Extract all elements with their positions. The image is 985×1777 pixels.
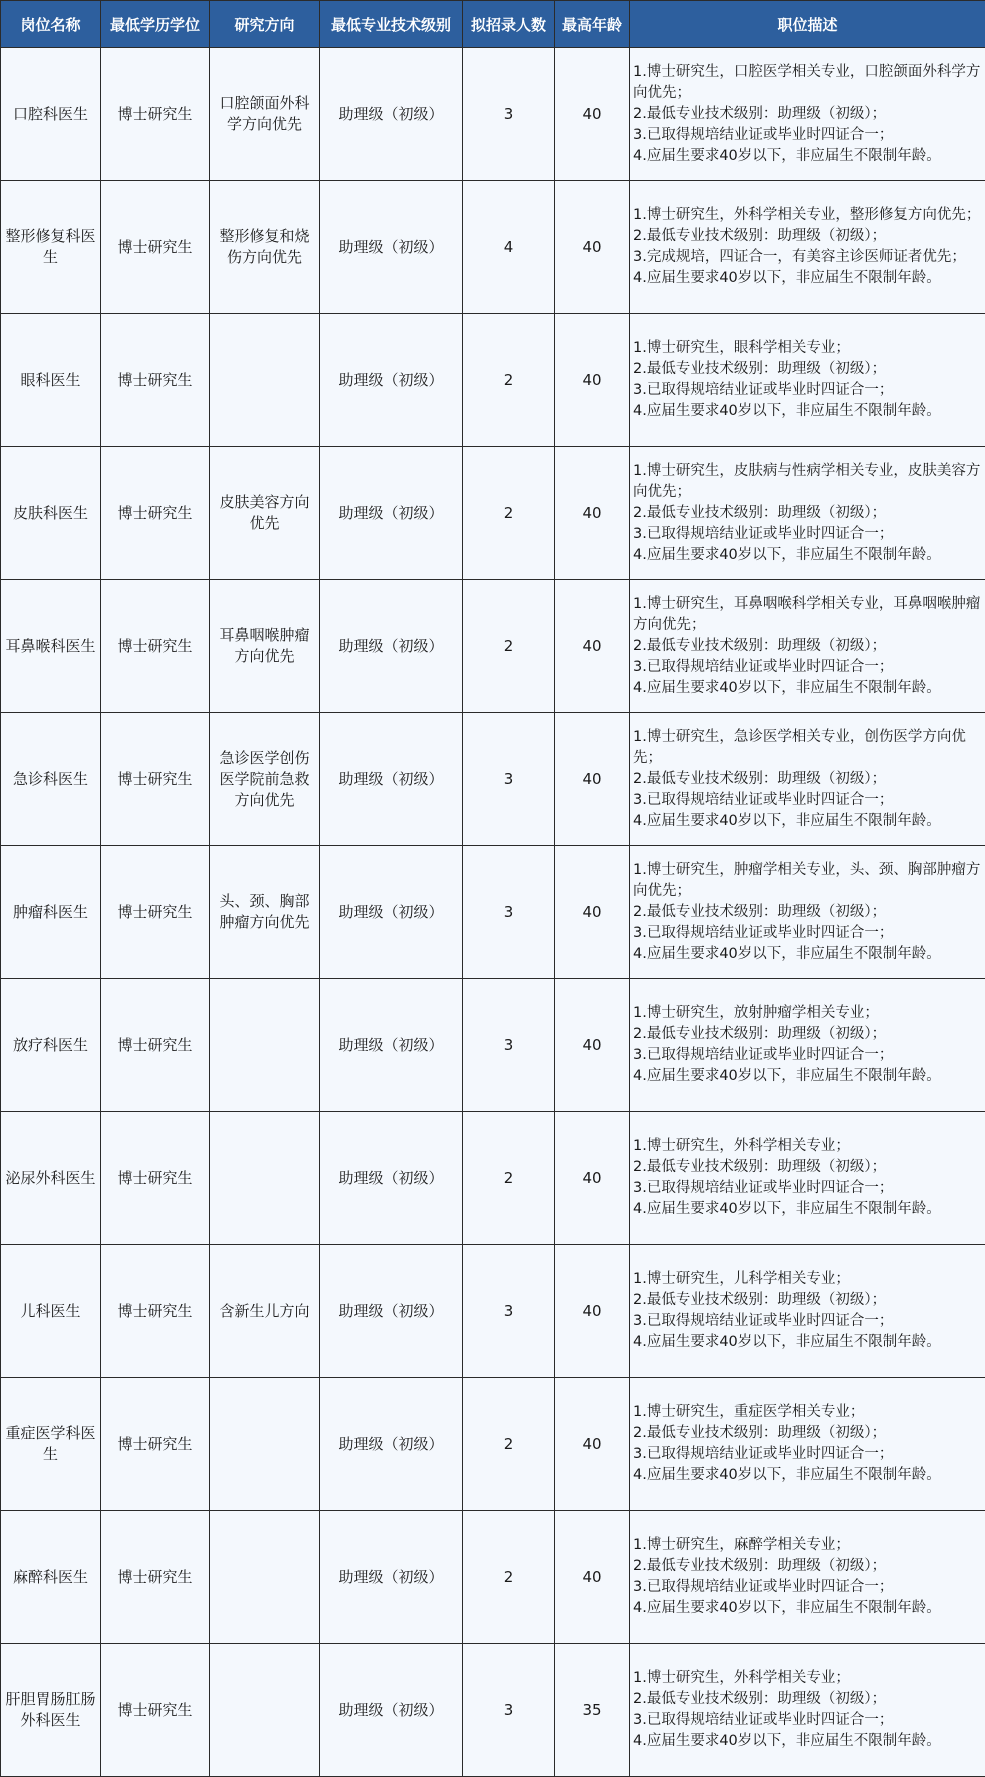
description-line: 4.应届生要求40岁以下，非应届生不限制年龄。 — [633, 678, 983, 699]
table-row — [1, 447, 985, 580]
education-cell: 博士研究生 — [101, 48, 210, 181]
description-line: 2.最低专业技术级别：助理级（初级）； — [633, 1556, 983, 1577]
position-cell: 整形修复科医生 — [1, 181, 101, 314]
max-age-cell: 40 — [555, 314, 630, 447]
description-line: 3.已取得规培结业证或毕业时四证合一； — [633, 790, 983, 811]
description-line: 4.应届生要求40岁以下，非应届生不限制年龄。 — [633, 1465, 983, 1486]
count-cell: 4 — [463, 181, 555, 314]
education-cell: 博士研究生 — [101, 979, 210, 1112]
direction-cell: 含新生儿方向 — [210, 1245, 320, 1378]
description-line: 3.已取得规培结业证或毕业时四证合一； — [633, 1710, 983, 1731]
count-cell: 2 — [463, 447, 555, 580]
table-row — [1, 846, 985, 979]
max-age-cell: 40 — [555, 580, 630, 713]
table-body — [1, 48, 985, 1777]
level-cell: 助理级（初级） — [320, 181, 463, 314]
description-line: 2.最低专业技术级别：助理级（初级）； — [633, 1157, 983, 1178]
max-age-cell: 40 — [555, 979, 630, 1112]
description-line: 3.已取得规培结业证或毕业时四证合一； — [633, 380, 983, 401]
description-line: 1.博士研究生，外科学相关专业，整形修复方向优先； — [633, 205, 983, 226]
education-cell: 博士研究生 — [101, 1511, 210, 1644]
description-line: 1.博士研究生，重症医学相关专业； — [633, 1402, 983, 1423]
max-age-cell: 40 — [555, 181, 630, 314]
description-cell — [630, 48, 985, 181]
header-position: 岗位名称 — [1, 1, 101, 48]
description-line: 1.博士研究生，儿科学相关专业； — [633, 1269, 983, 1290]
description-line: 2.最低专业技术级别：助理级（初级）； — [633, 769, 983, 790]
description-line: 2.最低专业技术级别：助理级（初级）； — [633, 359, 983, 380]
education-cell: 博士研究生 — [101, 580, 210, 713]
position-cell: 重症医学科医生 — [1, 1378, 101, 1511]
description-line: 3.已取得规培结业证或毕业时四证合一； — [633, 1178, 983, 1199]
description-line: 3.已取得规培结业证或毕业时四证合一； — [633, 1311, 983, 1332]
description-line: 2.最低专业技术级别：助理级（初级）； — [633, 226, 983, 247]
description-line: 3.已取得规培结业证或毕业时四证合一； — [633, 125, 983, 146]
position-cell: 口腔科医生 — [1, 48, 101, 181]
max-age-cell: 35 — [555, 1644, 630, 1777]
education-cell: 博士研究生 — [101, 314, 210, 447]
level-cell: 助理级（初级） — [320, 846, 463, 979]
position-cell: 儿科医生 — [1, 1245, 101, 1378]
description-line: 4.应届生要求40岁以下，非应届生不限制年龄。 — [633, 545, 983, 566]
description-line: 1.博士研究生，外科学相关专业； — [633, 1668, 983, 1689]
description-line: 1.博士研究生，耳鼻咽喉科学相关专业，耳鼻咽喉肿瘤方向优先； — [633, 594, 983, 636]
level-cell: 助理级（初级） — [320, 1245, 463, 1378]
description-line: 2.最低专业技术级别：助理级（初级）； — [633, 636, 983, 657]
position-cell: 耳鼻喉科医生 — [1, 580, 101, 713]
header-level: 最低专业技术级别 — [320, 1, 463, 48]
count-cell: 2 — [463, 1112, 555, 1245]
table-row — [1, 314, 985, 447]
description-line: 1.博士研究生，皮肤病与性病学相关专业，皮肤美容方向优先； — [633, 461, 983, 503]
description-line: 4.应届生要求40岁以下，非应届生不限制年龄。 — [633, 1598, 983, 1619]
education-cell: 博士研究生 — [101, 713, 210, 846]
level-cell: 助理级（初级） — [320, 1511, 463, 1644]
description-line: 4.应届生要求40岁以下，非应届生不限制年龄。 — [633, 401, 983, 422]
education-cell: 博士研究生 — [101, 447, 210, 580]
education-cell: 博士研究生 — [101, 1245, 210, 1378]
description-cell — [630, 181, 985, 314]
max-age-cell: 40 — [555, 1378, 630, 1511]
direction-cell — [210, 979, 320, 1112]
position-cell: 肝胆胃肠肛肠外科医生 — [1, 1644, 101, 1777]
count-cell: 2 — [463, 314, 555, 447]
description-line: 3.已取得规培结业证或毕业时四证合一； — [633, 657, 983, 678]
description-line: 4.应届生要求40岁以下，非应届生不限制年龄。 — [633, 1332, 983, 1353]
description-line: 4.应届生要求40岁以下，非应届生不限制年龄。 — [633, 1731, 983, 1752]
description-cell — [630, 580, 985, 713]
description-line: 1.博士研究生，眼科学相关专业； — [633, 338, 983, 359]
direction-cell: 头、颈、胸部肿瘤方向优先 — [210, 846, 320, 979]
description-line: 2.最低专业技术级别：助理级（初级）； — [633, 1024, 983, 1045]
table-row — [1, 1511, 985, 1644]
count-cell: 2 — [463, 1378, 555, 1511]
description-line: 3.已取得规培结业证或毕业时四证合一； — [633, 1045, 983, 1066]
description-line: 3.已取得规培结业证或毕业时四证合一； — [633, 1444, 983, 1465]
table-row — [1, 1245, 985, 1378]
description-cell — [630, 447, 985, 580]
description-line: 1.博士研究生，放射肿瘤学相关专业； — [633, 1003, 983, 1024]
description-cell — [630, 1644, 985, 1777]
level-cell: 助理级（初级） — [320, 48, 463, 181]
direction-cell: 急诊医学创伤医学院前急救方向优先 — [210, 713, 320, 846]
description-line: 2.最低专业技术级别：助理级（初级）； — [633, 503, 983, 524]
direction-cell — [210, 1378, 320, 1511]
position-cell: 急诊科医生 — [1, 713, 101, 846]
description-line: 4.应届生要求40岁以下，非应届生不限制年龄。 — [633, 1199, 983, 1220]
direction-cell: 皮肤美容方向优先 — [210, 447, 320, 580]
level-cell: 助理级（初级） — [320, 1378, 463, 1511]
education-cell: 博士研究生 — [101, 846, 210, 979]
education-cell: 博士研究生 — [101, 1644, 210, 1777]
position-cell: 肿瘤科医生 — [1, 846, 101, 979]
table-row — [1, 1378, 985, 1511]
table-row — [1, 1644, 985, 1777]
description-cell — [630, 1245, 985, 1378]
level-cell: 助理级（初级） — [320, 314, 463, 447]
description-line: 2.最低专业技术级别：助理级（初级）； — [633, 1290, 983, 1311]
direction-cell — [210, 1644, 320, 1777]
description-cell — [630, 846, 985, 979]
table-row — [1, 48, 985, 181]
count-cell: 2 — [463, 1511, 555, 1644]
education-cell: 博士研究生 — [101, 181, 210, 314]
education-cell: 博士研究生 — [101, 1112, 210, 1245]
description-line: 4.应届生要求40岁以下，非应届生不限制年龄。 — [633, 146, 983, 167]
header-count: 拟招录人数 — [463, 1, 555, 48]
description-line: 1.博士研究生，急诊医学相关专业，创伤医学方向优先； — [633, 727, 983, 769]
header-description: 职位描述 — [630, 1, 985, 48]
max-age-cell: 40 — [555, 846, 630, 979]
level-cell: 助理级（初级） — [320, 979, 463, 1112]
max-age-cell: 40 — [555, 48, 630, 181]
table-row — [1, 1112, 985, 1245]
description-line: 1.博士研究生，口腔医学相关专业，口腔颌面外科学方向优先； — [633, 62, 983, 104]
level-cell: 助理级（初级） — [320, 580, 463, 713]
table-row — [1, 580, 985, 713]
header-max-age: 最高年龄 — [555, 1, 630, 48]
header-education: 最低学历学位 — [101, 1, 210, 48]
level-cell: 助理级（初级） — [320, 1112, 463, 1245]
description-cell — [630, 979, 985, 1112]
description-line: 2.最低专业技术级别：助理级（初级）； — [633, 902, 983, 923]
count-cell: 3 — [463, 979, 555, 1112]
count-cell: 2 — [463, 580, 555, 713]
count-cell: 3 — [463, 713, 555, 846]
max-age-cell: 40 — [555, 713, 630, 846]
position-cell: 眼科医生 — [1, 314, 101, 447]
description-line: 4.应届生要求40岁以下，非应届生不限制年龄。 — [633, 268, 983, 289]
count-cell: 3 — [463, 1644, 555, 1777]
description-line: 3.完成规培，四证合一，有美容主诊医师证者优先； — [633, 247, 983, 268]
description-line: 1.博士研究生，肿瘤学相关专业，头、颈、胸部肿瘤方向优先； — [633, 860, 983, 902]
description-line: 2.最低专业技术级别：助理级（初级）； — [633, 1689, 983, 1710]
direction-cell: 整形修复和烧伤方向优先 — [210, 181, 320, 314]
table-row — [1, 713, 985, 846]
header-direction: 研究方向 — [210, 1, 320, 48]
description-line: 4.应届生要求40岁以下，非应届生不限制年龄。 — [633, 811, 983, 832]
direction-cell: 口腔颌面外科学方向优先 — [210, 48, 320, 181]
max-age-cell: 40 — [555, 1511, 630, 1644]
header-row — [1, 1, 985, 48]
level-cell: 助理级（初级） — [320, 1644, 463, 1777]
description-cell — [630, 1378, 985, 1511]
direction-cell — [210, 314, 320, 447]
table-row — [1, 181, 985, 314]
position-cell: 泌尿外科医生 — [1, 1112, 101, 1245]
count-cell: 3 — [463, 846, 555, 979]
description-line: 3.已取得规培结业证或毕业时四证合一； — [633, 1577, 983, 1598]
direction-cell — [210, 1112, 320, 1245]
description-line: 3.已取得规培结业证或毕业时四证合一； — [633, 923, 983, 944]
level-cell: 助理级（初级） — [320, 447, 463, 580]
description-line: 4.应届生要求40岁以下，非应届生不限制年龄。 — [633, 1066, 983, 1087]
education-cell: 博士研究生 — [101, 1378, 210, 1511]
count-cell: 3 — [463, 1245, 555, 1378]
description-cell — [630, 1112, 985, 1245]
description-line: 2.最低专业技术级别：助理级（初级）； — [633, 104, 983, 125]
table-row — [1, 979, 985, 1112]
description-line: 3.已取得规培结业证或毕业时四证合一； — [633, 524, 983, 545]
description-line: 1.博士研究生，麻醉学相关专业； — [633, 1535, 983, 1556]
max-age-cell: 40 — [555, 447, 630, 580]
count-cell: 3 — [463, 48, 555, 181]
description-cell — [630, 1511, 985, 1644]
level-cell: 助理级（初级） — [320, 713, 463, 846]
max-age-cell: 40 — [555, 1112, 630, 1245]
description-line: 2.最低专业技术级别：助理级（初级）； — [633, 1423, 983, 1444]
description-cell — [630, 314, 985, 447]
max-age-cell: 40 — [555, 1245, 630, 1378]
description-cell — [630, 713, 985, 846]
position-cell: 放疗科医生 — [1, 979, 101, 1112]
description-line: 4.应届生要求40岁以下，非应届生不限制年龄。 — [633, 944, 983, 965]
description-line: 1.博士研究生，外科学相关专业； — [633, 1136, 983, 1157]
direction-cell: 耳鼻咽喉肿瘤方向优先 — [210, 580, 320, 713]
position-cell: 麻醉科医生 — [1, 1511, 101, 1644]
direction-cell — [210, 1511, 320, 1644]
position-cell: 皮肤科医生 — [1, 447, 101, 580]
